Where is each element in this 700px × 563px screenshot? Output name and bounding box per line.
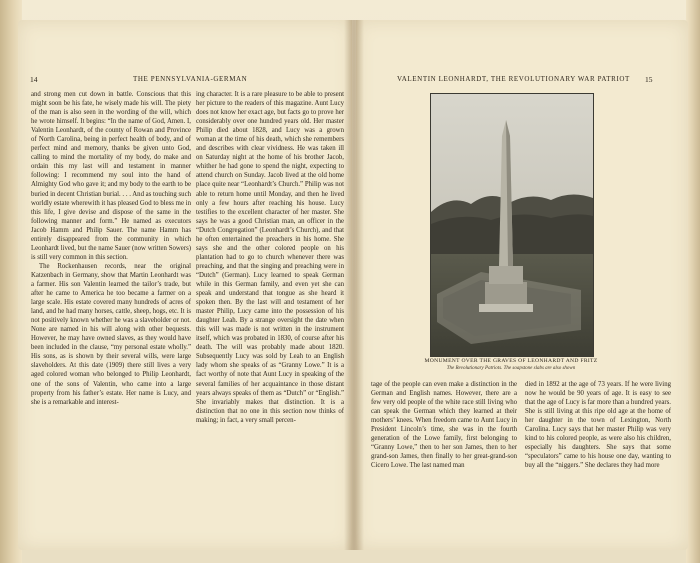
- left-page-number: 14: [30, 75, 38, 84]
- left-running-head: THE PENNSYLVANIA-GERMAN: [133, 75, 248, 83]
- paragraph: tage of the people can even make a distinction in the German and English names. However, there are a few very old people of the white race still living who can speak the German which they learned at their mothers’ knees. When freedom came to Aunt Lucy in President Lincoln’s time, she was in the fourth generation of the Lowe family, first belonging to “Granny Lowe,” then to her son James, then to her grand-son James, then finally to her great-grand-son Cicero Lowe. The last named man: [371, 381, 517, 470]
- right-running-head: VALENTIN LEONHARDT, THE REVOLUTIONARY WAR PATRIOT: [397, 75, 630, 83]
- right-page-column-2: [525, 380, 671, 540]
- book-edge-right: [686, 0, 700, 563]
- paragraph: and strong men cut down in battle. Conscious that this might soon be his fate, he wisely made his will. The piety of the man is also seen in the wording of the will, which he wrote himself. It begins: “In the name of God, Amen. I, Valentin Leonhardt, of the county of Rowan and Province of North Carolina, being in perfect health of body, and of perfect mind and memory, thanks be given unto God, calling to mind the mortality of my body, do make and ordain this my last will and testament in manner following: I recommend my soul into the hand of Almighty God who gave it; and my body to the earth to be buried in decent Christian burial. . . . And as touching such worldly estate wherewith it has pleased God to bless me in this life, I give devise and dispose of the same in the following manner and form.” He named as executors Jacob Hamm and Philip Sauer. The name Hamm has entirely disappeared from the community in which Leonhardt lived, but the name Sauer (now written Sowers) is still very common in this section.: [31, 91, 191, 261]
- right-page-number: 15: [645, 75, 653, 84]
- photo-subcaption: The Revolutionary Patriots. The soapstone slabs are also shown: [446, 366, 576, 371]
- paragraph: The Rockenhausen records, near the original Katzenbach in Germany, show that Martin Leonhardt was a farmer. His son Valentin learned the tailor’s trade, but after he came to America he too became a farmer on a large scale. His estate covered many hundreds of acres of land, and he had many horses, cattle, sheep, hogs, etc. It is not positively known whether he was a slaveholder or not. None are named in his will along with other bequests. However, he may have owned slaves, as they would have been included in the clause, “my personal estate wholly.” His sons, as is shown by their several wills, were large slaveholders. At this date (1909) there still lives a very aged colored woman who belonged to Philip Leonhardt, one of the sons of Valentin, who came into a large property from his father’s estate. Her name is Lucy, and she is a remarkable and interest-: [31, 262, 191, 406]
- paragraph: died in 1892 at the age of 73 years. If he were living now he would be 90 years of age. It is easy to see that the age of Lucy is far more than a hundred years. She is still living at this ripe old age at the home of her daughter in the town of Lexington, North Carolina. Lucy says that her master Philip was very kind to his colored people, as were also his children, especially his daughters. She says that some “speculators” came to his house one day, wanting to buy all the “niggers.” She declares they had more: [525, 381, 671, 470]
- left-page-column-1: [31, 90, 191, 540]
- left-page-column-2: [196, 90, 344, 540]
- monument-image: [431, 94, 593, 356]
- right-page-column-1: [371, 380, 517, 540]
- monument-photo: [430, 93, 594, 357]
- paragraph: ing character. It is a rare pleasure to be able to present her picture to the readers of this magazine. Aunt Lucy does not know her exact age, but facts go to prove her considerably over one hundred years old. Her master Philip died about 1828, and Lucy was a grown woman at the time of his death, which she remembers and describes with clear vividness. He was taken ill on Saturday night at the home of his brother Jacob, whither he had gone to spend the night, expecting to attend church on Sunday. Jacob lived at the old home place quite near “Leonhardt’s Church.” Philip was not able to return home until Monday, and then he lived only a few hours after reaching his house. Lucy testifies to the excellent character of her master. She says he was a good Christian man, an officer in the “Dutch Congregation” (Leonhardt’s Church), and that he often entertained the preachers in his home. She says she and the other colored people on his plantation had to go to church whenever there was preaching, and that the singing and preaching were in “Dutch” (German). Lucy learned to speak German while in this German family, and even yet she can speak and understand that tongue as she heard it spoken then. By the last will and testament of her master Philip, Lucy came into the possession of his daughter Leah. By a strange oversight the date when this will was made is not written in the instrument itself, which was probated in 1830, of course after his death. The will was probably made about 1820. Subsequently Lucy was sold by Leah to an English lady whom she speaks of as “Granny Lowe.” It is a fact worthy of note that Aunt Lucy in speaking of the several families of her acquaintance in those distant years always speaks of them as “Dutch” or “English.” She invariably makes that distinction. It is a distinction that no one in this section now thinks of making; in fact, a very small percen-: [196, 91, 344, 424]
- photo-caption: MONUMENT OVER THE GRAVES OF LEONHARDT AND FRITZ: [424, 358, 598, 364]
- book-gutter: [344, 20, 364, 550]
